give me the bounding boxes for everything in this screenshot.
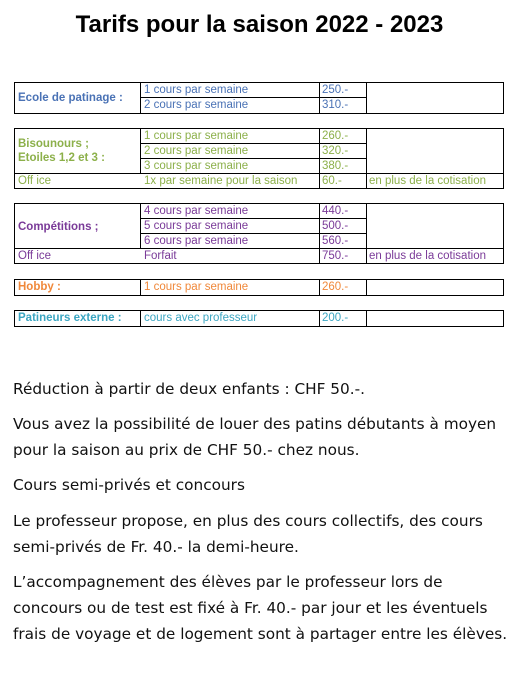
competitions-office-price: 750.- — [322, 250, 349, 262]
externes-label: Patineurs externe : — [18, 312, 122, 324]
competitions-label: Compétitions ; — [18, 221, 99, 233]
competitions-row3-desc: 6 cours par semaine — [144, 235, 249, 247]
competitions-office-note: en plus de la cotisation — [369, 250, 486, 262]
hobby-desc: 1 cours par semaine — [144, 281, 249, 293]
reduction-text: Réduction à partir de deux enfants : CHF 50.-. — [13, 380, 366, 398]
hobby-price: 260.- — [322, 281, 349, 293]
ecole-label: Ecole de patinage : — [18, 92, 123, 104]
ecole-row1-desc: 1 cours par semaine — [144, 84, 249, 96]
competitions-row2-desc: 5 cours par semaine — [144, 220, 249, 232]
bisounours-row3-desc: 3 cours par semaine — [144, 160, 249, 172]
bisounours-office-price: 60.- — [322, 175, 342, 187]
bisounours-office-label: Off ice — [18, 175, 52, 187]
externes-price: 200.- — [322, 312, 349, 324]
semi-prives-text: Le professeur propose, en plus des cours collectifs, des cours semi-privés de Fr. 40.- la demi-heure. — [13, 512, 483, 556]
hobby-label: Hobby : — [18, 281, 61, 293]
bisounours-row2-price: 320.- — [322, 145, 349, 157]
bisounours-row2-desc: 2 cours par semaine — [144, 145, 249, 157]
competitions-office-desc: Forfait — [144, 250, 177, 262]
bisounours-row1-price: 260.- — [322, 130, 349, 142]
bisounours-label-2: Etoiles 1,2 et 3 : — [18, 152, 105, 164]
page-title: Tarifs pour la saison 2022 - 2023 — [75, 11, 444, 38]
competitions-row2-price: 500.- — [322, 220, 349, 232]
ecole-row1-price: 250.- — [322, 84, 349, 96]
externes-desc: cours avec professeur — [144, 312, 258, 324]
bisounours-office-desc: 1x par semaine pour la saison — [144, 175, 298, 187]
competitions-row1-desc: 4 cours par semaine — [144, 205, 249, 217]
ecole-row2-desc: 2 cours par semaine — [144, 99, 249, 111]
bisounours-row1-desc: 1 cours par semaine — [144, 130, 249, 142]
competitions-row3-price: 560.- — [322, 235, 349, 247]
competitions-row1-price: 440.- — [322, 205, 349, 217]
location-text: Vous avez la possibilité de louer des patins débutants à moyen pour la saison au prix de CHF 50.- chez nous. — [13, 415, 497, 459]
accompagnement-text: L’accompagnement des élèves par le professeur lors de concours ou de test est fixé à Fr. 40.- par jour et les éventuels frais de voyage et de logement sont à partager entre les élèves. — [13, 573, 508, 643]
bisounours-row3-price: 380.- — [322, 160, 349, 172]
hobby-frame — [14, 279, 504, 296]
competitions-office-label: Off ice — [18, 250, 52, 262]
bisounours-office-note: en plus de la cotisation — [369, 175, 486, 187]
bisounours-label-1: Bisounours ; — [18, 138, 89, 150]
semi-prives-title: Cours semi-privés et concours — [13, 476, 245, 494]
ecole-row2-price: 310.- — [322, 99, 349, 111]
